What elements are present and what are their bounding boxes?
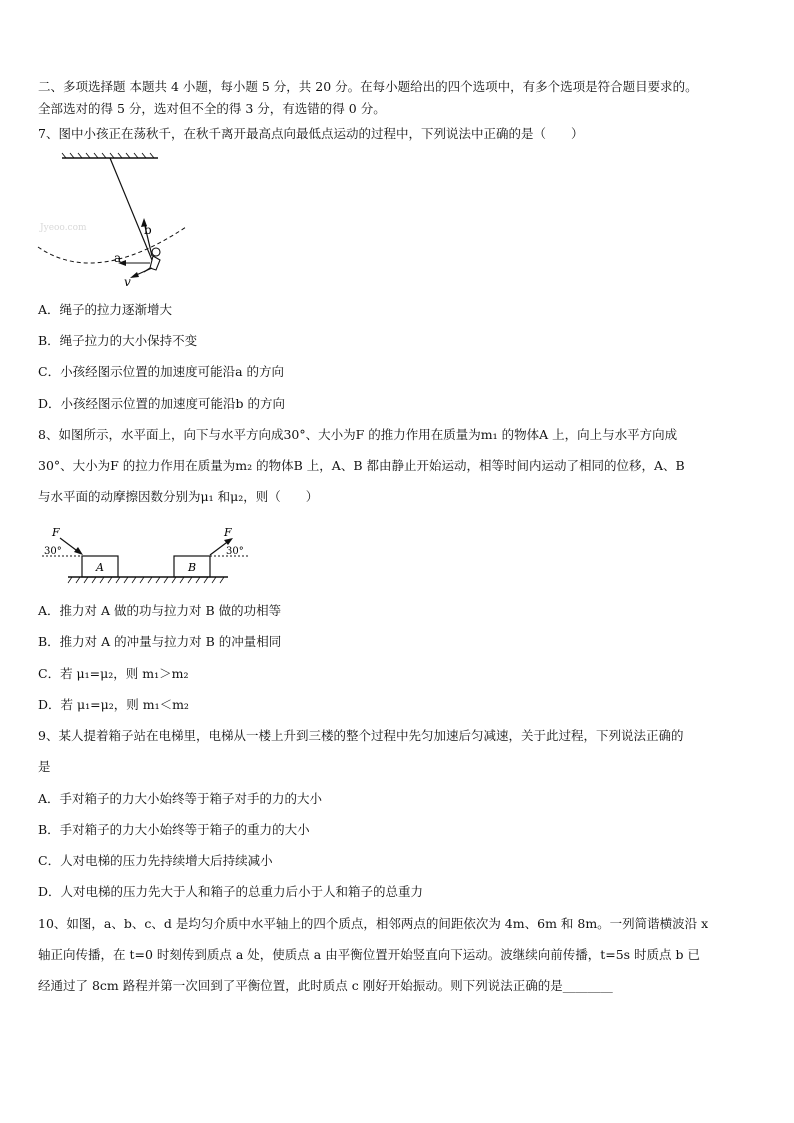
q9-stem-line1: 9、某人提着箱子站在电梯里，电梯从一楼上升到三楼的整个过程中先匀加速后匀减速，关于此过程，下列说法正确的	[38, 728, 684, 743]
q9-option-d: D．人对电梯的压力先大于人和箱子的总重力后小于人和箱子的总重力	[38, 884, 424, 899]
q7-watermark: Jyeoo.com	[40, 223, 87, 233]
section-header-line2: 全部选对的得 5 分，选对但不全的得 3 分，有选错的得 0 分。	[38, 101, 386, 116]
q7-label-b: b	[144, 223, 152, 237]
q7-option-c: C．小孩经图示位置的加速度可能沿a 的方向	[38, 364, 284, 379]
q7-label-a: a	[114, 251, 122, 265]
q7-label-v: v	[124, 275, 131, 289]
q8-stem-line3: 与水平面的动摩擦因数分别为μ₁ 和μ₂，则（ ）	[38, 489, 319, 504]
q7-option-b: B．绳子拉力的大小保持不变	[38, 333, 198, 348]
q7-stem: 7、图中小孩正在荡秋千，在秋千离开最高点向最低点运动的过程中，下列说法中正确的是（ ）	[38, 126, 584, 141]
q8-stem-line1: 8、如图所示，水平面上，向下与水平方向成30°、大小为F 的推力作用在质量为m₁ 的物体A 上，向上与水平方向成	[38, 427, 678, 442]
q10-stem-line2: 轴正向传播，在 t=0 时刻传到质点 a 处，使质点 a 由平衡位置开始竖直向下运动。波继续向前传播，t=5s 时质点 b 已	[38, 947, 700, 962]
q9-option-c: C．人对电梯的压力先持续增大后持续减小	[38, 853, 273, 868]
q8-force-left-label: F	[52, 526, 60, 539]
q8-option-a: A．推力对 A 做的功与拉力对 B 做的功相等	[38, 603, 282, 618]
q8-blocks-figure	[38, 524, 258, 588]
q8-block-b-label: B	[188, 561, 197, 574]
q9-stem-line2: 是	[38, 759, 51, 774]
q8-angle-left-label: 30°	[44, 546, 62, 557]
q9-option-a: A．手对箱子的力大小始终等于箱子对手的力的大小	[38, 791, 323, 806]
q8-option-d: D．若 μ₁=μ₂，则 m₁＜m₂	[38, 697, 189, 712]
q7-swing-figure	[36, 152, 196, 292]
q7-option-d: D．小孩经图示位置的加速度可能沿b 的方向	[38, 396, 285, 411]
q8-force-right-label: F	[224, 526, 232, 539]
q9-option-b: B．手对箱子的力大小始终等于箱子的重力的大小	[38, 822, 310, 837]
q8-option-c: C．若 μ₁=μ₂，则 m₁＞m₂	[38, 666, 189, 681]
q8-block-a-label: A	[96, 561, 104, 574]
q8-angle-right-label: 30°	[226, 546, 244, 557]
q10-stem-line3: 经通过了 8cm 路程并第一次回到了平衡位置，此时质点 c 刚好开始振动。则下列说法正确的是________	[38, 978, 613, 993]
q8-option-b: B．推力对 A 的冲量与拉力对 B 的冲量相同	[38, 634, 282, 649]
q8-stem-line2: 30°、大小为F 的拉力作用在质量为m₂ 的物体B 上，A、B 都由静止开始运动，相等时间内运动了相同的位移，A、B	[38, 458, 685, 473]
section-header-line1: 二、多项选择题 本题共 4 小题，每小题 5 分，共 20 分。在每小题给出的四个选项中，有多个选项是符合题目要求的。	[38, 79, 698, 94]
q7-option-a: A．绳子的拉力逐渐增大	[38, 302, 173, 317]
q10-stem-line1: 10、如图，a、b、c、d 是均匀介质中水平轴上的四个质点，相邻两点的间距依次为 4m、6m 和 8m。一列简谐横波沿 x	[38, 916, 709, 931]
